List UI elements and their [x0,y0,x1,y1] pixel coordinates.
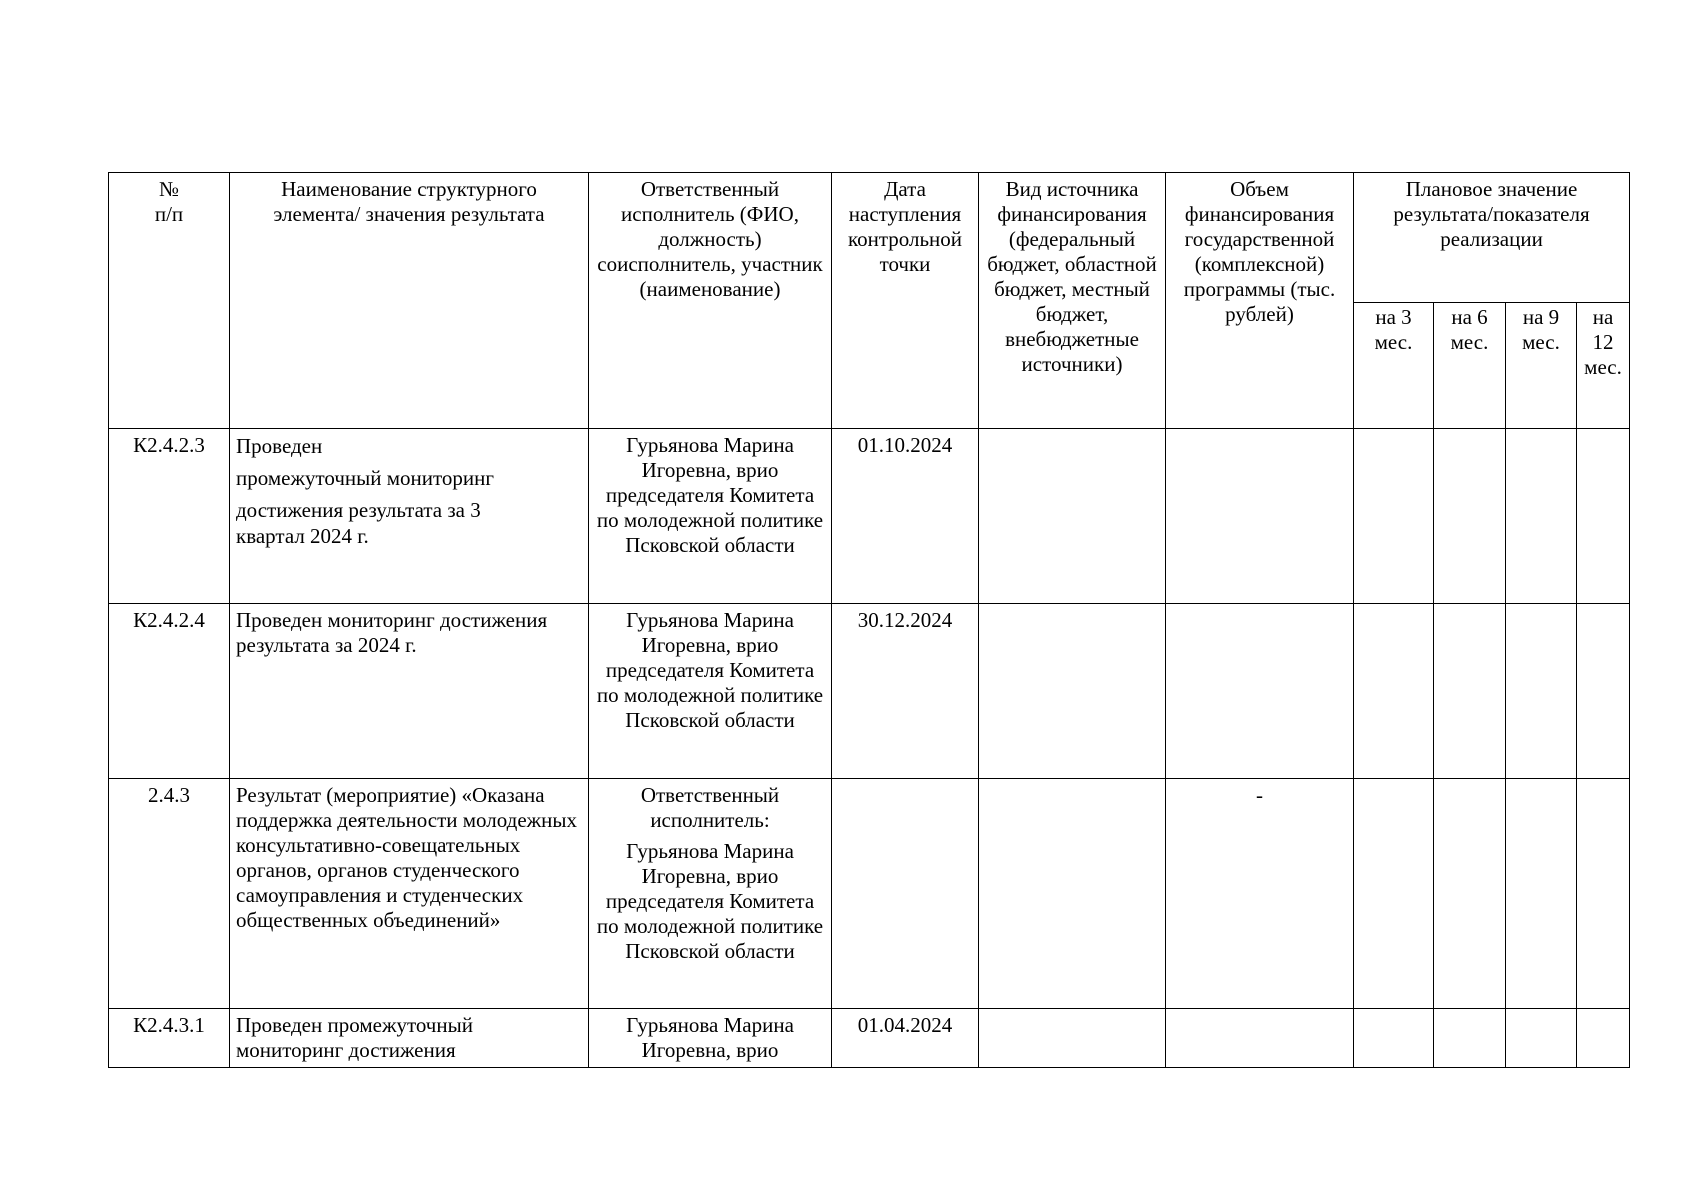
row-plan-6 [1434,1009,1506,1068]
row-name-line: квартал 2024 г. [236,524,369,548]
header-plan-3 [1354,302,1434,428]
header-num [109,173,230,429]
row-volume [1166,1009,1354,1068]
row-name [230,429,589,604]
table-row [109,604,1630,779]
row-plan-12 [1577,1009,1630,1068]
row-plan-12 [1577,429,1630,604]
row-date [832,779,979,1009]
header-plan-text: Плановое значение результата/показателя реализации [1393,177,1590,251]
header-source-text: Вид источника финансирования (федеральный бюджет, областной бюджет, местный бюджет, внебюджетные источники) [987,177,1157,376]
row-plan-9 [1506,1009,1577,1068]
row-responsible-label: Ответственный исполнитель: [640,783,780,832]
row-num: К2.4.2.4 [109,604,230,779]
header-plan-12 [1577,302,1630,428]
header-plan-9 [1506,302,1577,428]
row-plan-6 [1434,604,1506,779]
row-source [979,1009,1166,1068]
row-name-line: достижения результата за 3 [236,498,481,522]
row-source [979,429,1166,604]
row-num: 2.4.3 [109,779,230,1009]
header-source [979,173,1166,429]
row-responsible: Гурьянова Марина Игоревна, врио председателя Комитета по молодежной политике Псковской области [589,604,832,779]
header-volume-text: Объем финансирования государственной (комплексной) программы (тыс. рублей) [1183,177,1336,326]
row-date: 01.04.2024 [832,1009,979,1068]
header-date [832,173,979,429]
header-plan-9-text: на 9 мес. [1522,304,1560,354]
header-plan-3-text: на 3 мес. [1374,304,1413,354]
row-date: 01.10.2024 [832,429,979,604]
header-responsible-text: Ответственный исполнитель (ФИО, должность) соисполнитель, участник (наименование) [597,177,823,301]
row-plan-9 [1506,429,1577,604]
row-volume: - [1166,779,1354,1009]
header-name [230,173,589,429]
row-num: К2.4.3.1 [109,1009,230,1068]
row-plan-9 [1506,604,1577,779]
table-row [109,779,1630,1009]
row-volume [1166,429,1354,604]
row-responsible: Гурьянова Марина Игоревна, врио [589,1009,832,1068]
header-name-text: Наименование структурного элемента/ значения результата [273,177,545,226]
row-responsible: Гурьянова Марина Игоревна, врио председателя Комитета по молодежной политике Псковской области [589,429,832,604]
header-plan-6 [1434,302,1506,428]
header-num-text: № п/п [154,177,184,226]
row-plan-3 [1354,1009,1434,1068]
row-source [979,779,1166,1009]
header-plan-12-text: на 12 мес. [1584,304,1622,379]
row-source [979,604,1166,779]
header-responsible [589,173,832,429]
plan-table [108,172,1630,1068]
header-date-text: Дата наступления контрольной точки [847,177,963,276]
row-responsible-text: Гурьянова Марина Игоревна, врио председателя Комитета по молодежной политике Псковской области [596,839,824,963]
row-responsible [589,779,832,1009]
row-plan-6 [1434,779,1506,1009]
row-name: Результат (мероприятие) «Оказана поддержка деятельности молодежных консультативно-совещательных органов, органов студенческого самоуправления и студенческих общественных объединений» [230,779,589,1009]
row-plan-3 [1354,429,1434,604]
row-name-line: Проведен [236,434,323,458]
header-volume [1166,173,1354,429]
header-plan-6-text: на 6 мес. [1450,304,1489,354]
row-plan-12 [1577,779,1630,1009]
row-plan-6 [1434,429,1506,604]
row-name-line: промежуточный мониторинг [236,466,494,490]
row-plan-12 [1577,604,1630,779]
header-plan [1354,173,1630,303]
table-row [109,1009,1630,1068]
row-date: 30.12.2024 [832,604,979,779]
row-volume [1166,604,1354,779]
row-name: Проведен промежуточный мониторинг достижения [230,1009,589,1068]
table-row [109,429,1630,604]
row-name: Проведен мониторинг достижения результата за 2024 г. [230,604,589,779]
row-plan-3 [1354,604,1434,779]
row-plan-9 [1506,779,1577,1009]
row-num: К2.4.2.3 [109,429,230,604]
row-plan-3 [1354,779,1434,1009]
